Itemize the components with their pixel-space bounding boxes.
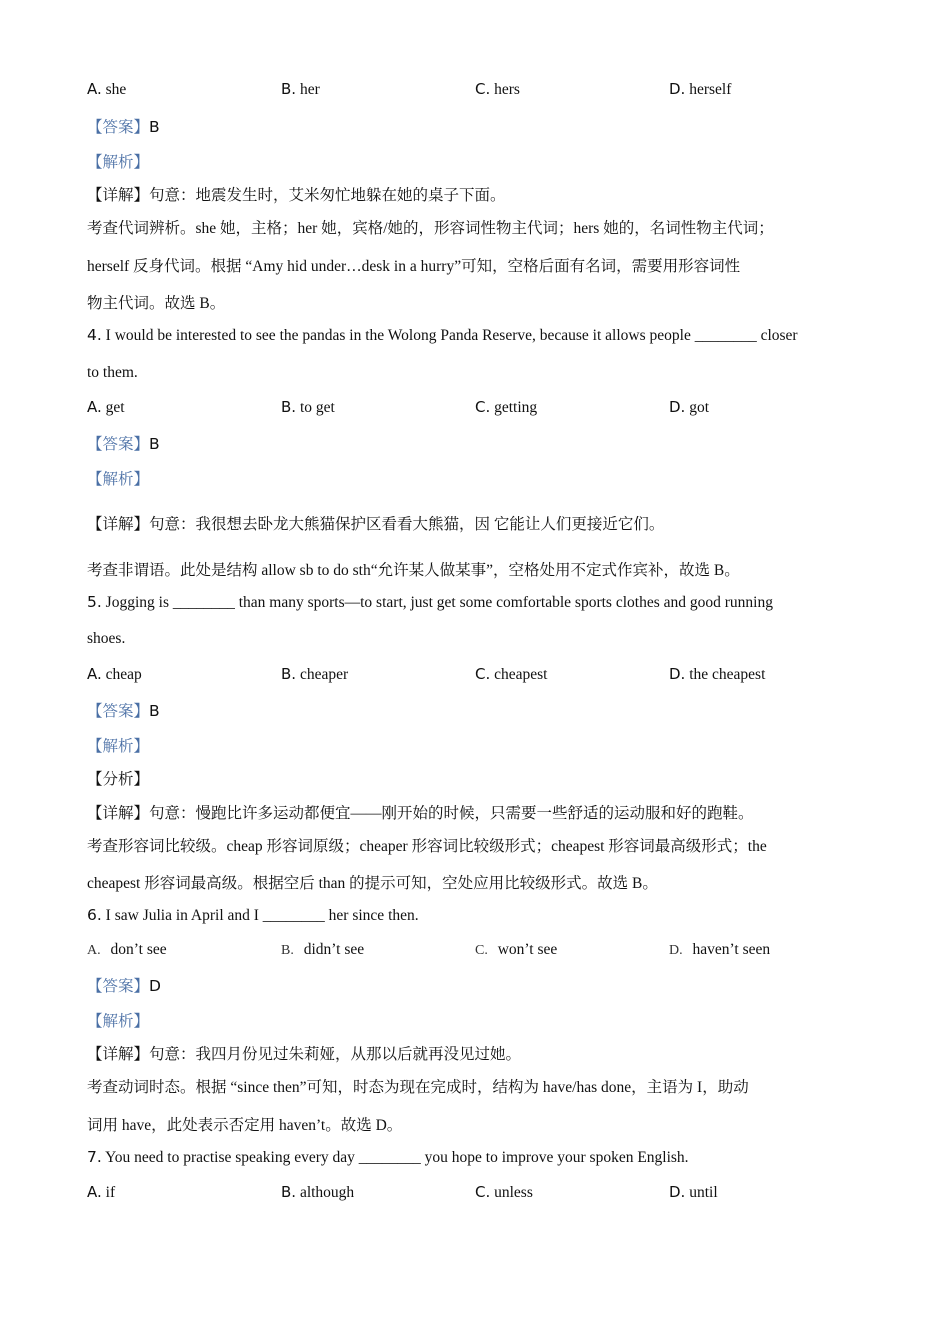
option-c: C. getting: [475, 398, 538, 416]
answer-line: 【答案】B: [87, 435, 160, 453]
option-c: C. won’t see: [475, 941, 558, 958]
option-c: C. cheapest: [475, 665, 548, 683]
explanation-line: cheapest 形容词最高级。根据空后 than 的提示可知，空处应用比较级形式。故选 B。: [87, 875, 658, 892]
analysis-tag: 【解析】: [87, 471, 150, 488]
detail-line: 【详解】句意：慢跑比许多运动都便宜——刚开始的时候，只需要一些舒适的运动服和好的跑鞋。: [87, 805, 754, 822]
option-b: B. to get: [281, 398, 335, 416]
option-b: B. although: [281, 1183, 355, 1201]
option-c: C. unless: [475, 1183, 533, 1201]
question-stem: 5. Jogging is ________ than many sports—to start, just get some comfortable sports clothes and good running: [87, 593, 773, 611]
explanation-line: 考查非谓语。此处是结构 allow sb to do sth“允许某人做某事”，空格处用不定式作宾补，故选 B。: [87, 562, 740, 579]
detail-line: 【详解】句意：地震发生时，艾米匆忙地躲在她的桌子下面。: [87, 187, 506, 204]
option-b: B. didn’t see: [281, 941, 365, 958]
answer-line: 【答案】B: [87, 702, 160, 720]
explanation-line: 考查形容词比较级。cheap 形容词原级；cheaper 形容词比较级形式；cheapest 形容词最高级形式；the: [87, 838, 767, 855]
option-d: D. until: [669, 1183, 718, 1201]
option-a: A. if: [87, 1183, 116, 1201]
explanation-line: 物主代词。故选 B。: [87, 295, 226, 312]
fenxi-tag: 【分析】: [87, 771, 150, 788]
option-b: B. cheaper: [281, 665, 349, 683]
analysis-tag: 【解析】: [87, 154, 150, 171]
option-c: C. hers: [475, 80, 520, 98]
question-stem: 7. You need to practise speaking every day ________ you hope to improve your spoken English.: [87, 1148, 689, 1166]
option-a: A. cheap: [87, 665, 142, 683]
option-d: D. the cheapest: [669, 665, 766, 683]
option-d: D. herself: [669, 80, 732, 98]
detail-line: 【详解】句意：我很想去卧龙大熊猫保护区看看大熊猫，因 它能让人们更接近它们。: [87, 516, 665, 533]
explanation-line: 词用 have，此处表示否定用 haven’t。故选 D。: [87, 1117, 403, 1134]
detail-line: 【详解】句意：我四月份见过朱莉娅，从那以后就再没见过她。: [87, 1046, 522, 1063]
analysis-tag: 【解析】: [87, 1013, 150, 1030]
option-a: A. get: [87, 398, 125, 416]
option-d: D. got: [669, 398, 710, 416]
option-b: B. her: [281, 80, 320, 98]
answer-line: 【答案】D: [87, 977, 161, 995]
question-stem: 4. I would be interested to see the pandas in the Wolong Panda Reserve, because it allows people ________ closer: [87, 326, 798, 344]
explanation-line: herself 反身代词。根据 “Amy hid under…desk in a hurry”可知，空格后面有名词，需要用形容词性: [87, 258, 741, 275]
analysis-tag: 【解析】: [87, 738, 150, 755]
question-stem: 6. I saw Julia in April and I ________ her since then.: [87, 906, 419, 924]
question-stem-cont: to them.: [87, 364, 138, 381]
option-d: D. haven’t seen: [669, 941, 771, 958]
option-a: A. she: [87, 80, 127, 98]
answer-line: 【答案】B: [87, 118, 160, 136]
option-a: A. don’t see: [87, 941, 167, 958]
question-stem-cont: shoes.: [87, 630, 126, 647]
explanation-line: 考查代词辨析。she 她，主格；her 她，宾格/她的，形容词性物主代词；hers 她的，名词性物主代词；: [87, 220, 774, 237]
explanation-line: 考查动词时态。根据 “since then”可知，时态为现在完成时，结构为 have/has done，主语为 I，助动: [87, 1079, 749, 1096]
